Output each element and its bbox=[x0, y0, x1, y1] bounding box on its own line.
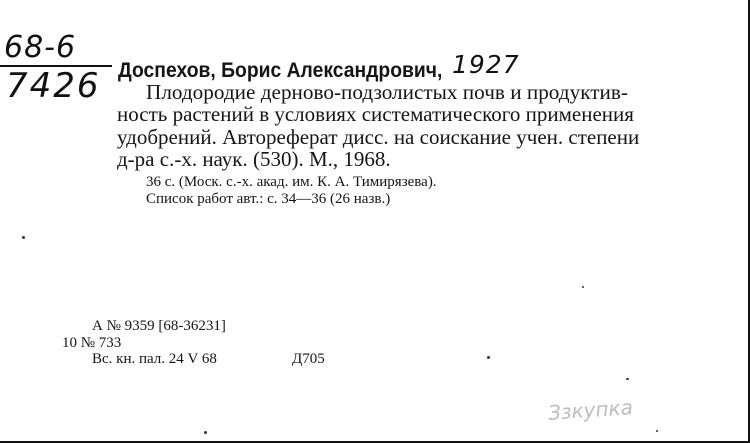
registry-code: Д705 bbox=[292, 351, 325, 367]
speck-4 bbox=[626, 378, 629, 380]
author-heading: Доспехов, Борис Александрович, bbox=[118, 59, 443, 82]
accession-number: А № 9359 [68-36231] bbox=[92, 318, 226, 334]
bibliography-note: Список работ авт.: с. 34—36 (26 назв.) bbox=[146, 191, 391, 207]
description-line-1: Плодородие дерново-подзолистых почв и продуктив- bbox=[146, 80, 628, 104]
record-number-value: № 733 bbox=[80, 335, 122, 351]
description-line-4: д-ра с.-х. наук. (530). М., 1968. bbox=[117, 147, 391, 171]
record-number bbox=[62, 335, 121, 352]
call-number-bottom: 7426 bbox=[6, 66, 101, 106]
speck-6 bbox=[656, 430, 658, 432]
faint-stamp: Ззкупка bbox=[547, 395, 634, 425]
speck-5 bbox=[204, 431, 207, 434]
pages-and-publisher: 36 с. (Моск. с.-х. акад. им. К. А. Тимирязева). bbox=[146, 174, 437, 190]
call-number-top: 68-6 bbox=[4, 30, 77, 65]
description-line-2: ность растений в условиях систематического применения bbox=[117, 102, 634, 126]
speck-2 bbox=[487, 356, 490, 359]
speck-1 bbox=[22, 236, 25, 239]
registry-line: Вс. кн. пал. 24 V 68 bbox=[92, 351, 217, 367]
description-line-3: удобрений. Автореферат дисс. на соискание учен. степени bbox=[117, 125, 640, 149]
handwritten-year: 1927 bbox=[452, 50, 520, 79]
record-number-prefix: 10 bbox=[62, 335, 77, 351]
speck-3 bbox=[582, 286, 584, 288]
